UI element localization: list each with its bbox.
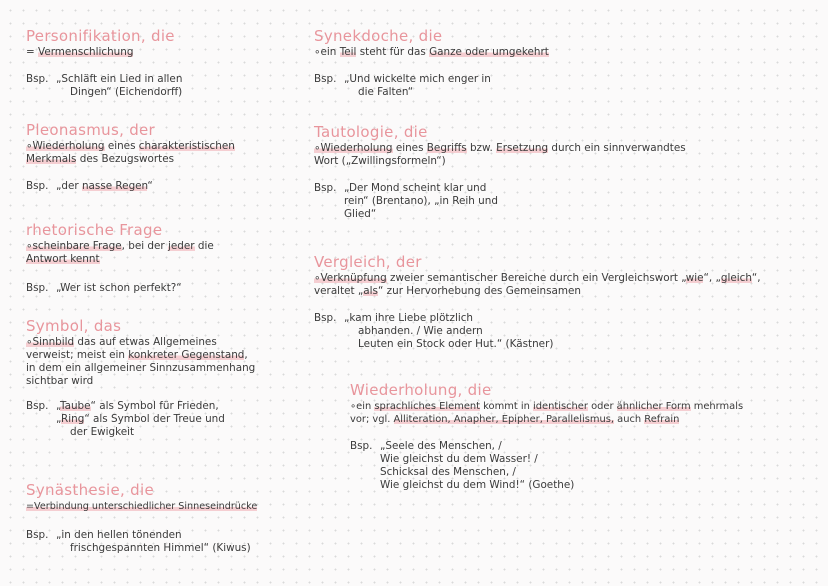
definition: ∘ein sprachliches Element kommt in identischer oder ähnlicher Form mehrmals vor; vgl. Alliteration, Anapher, Epipher, Parallelismus, auch Refrain bbox=[350, 401, 744, 425]
term-heading: Symbol, das bbox=[26, 317, 122, 335]
example: Bsp. „Taube“ als Symbol für Frieden, „Ring“ als Symbol der Treue und der Ewigkeit bbox=[26, 400, 225, 438]
definition: ∘ein Teil steht für das Ganze oder umgekehrt bbox=[314, 46, 549, 58]
example: Bsp. „Schläft ein Lied in allen Dingen“ (Eichendorff) bbox=[26, 73, 183, 98]
definition: ∘Sinnbild das auf etwas Allgemeines verweist; meist ein konkreter Gegenstand, in dem ein allgemeiner Sinnzusammenhang sichtbar wird bbox=[26, 336, 256, 387]
entry-vergleich bbox=[314, 254, 819, 351]
term-heading: Pleonasmus, der bbox=[26, 121, 156, 139]
entry-symbol bbox=[26, 318, 294, 439]
term-heading: Synekdoche, die bbox=[314, 27, 443, 45]
entry-personifikation bbox=[26, 28, 294, 99]
example: Bsp. „Seele des Menschen, / Wie gleichst du dem Wasser! / Schicksal des Menschen, / Wie gleichst du dem Wind!“ (Goethe) bbox=[350, 440, 575, 491]
entry-wiederholung bbox=[350, 382, 819, 492]
definition: ∘Wiederholung eines charakteristischen Merkmals des Bezugswortes bbox=[26, 140, 235, 165]
term-heading: Wiederholung, die bbox=[350, 381, 492, 399]
term-heading: rhetorische Frage bbox=[26, 221, 163, 239]
definition: =Verbindung unterschiedlicher Sinneseindrücke bbox=[26, 501, 258, 512]
term-heading: Vergleich, der bbox=[314, 253, 422, 271]
example: Bsp. „kam ihre Liebe plötzlich abhanden. / Wie andern Leuten ein Stock oder Hut.“ (Kästner) bbox=[314, 312, 554, 350]
example: Bsp. „der nasse Regen“ bbox=[26, 180, 153, 192]
definition: ∘Wiederholung eines Begriffs bzw. Ersetzung durch ein sinnverwandtes Wort („Zwillingsformeln“) bbox=[314, 142, 686, 167]
definition: ∘Verknüpfung zweier semantischer Bereiche durch ein Vergleichswort „wie“, „gleich“, veraltet „als“ zur Hervorhebung des Gemeinsamen bbox=[314, 272, 761, 297]
term-heading: Synästhesie, die bbox=[26, 481, 154, 499]
definition: = Vermenschlichung bbox=[26, 46, 134, 58]
term-heading: Tautologie, die bbox=[314, 123, 428, 141]
entry-synekdoche bbox=[314, 28, 819, 99]
example: Bsp. „Der Mond scheint klar und rein“ (Brentano), „in Reih und Glied“ bbox=[314, 182, 498, 220]
entry-pleonasmus bbox=[26, 122, 294, 193]
entry-tautologie bbox=[314, 124, 819, 221]
definition: ∘scheinbare Frage, bei der jeder die Antwort kennt bbox=[26, 240, 214, 265]
example: Bsp. „Und wickelte mich enger in die Falten“ bbox=[314, 73, 491, 98]
entry-synaesthesie bbox=[26, 482, 294, 555]
example: Bsp. „Wer ist schon perfekt?“ bbox=[26, 282, 182, 294]
entry-rhetorische-frage bbox=[26, 222, 294, 295]
example: Bsp. „in den hellen tönenden frischgespannten Himmel“ (Kiwus) bbox=[26, 529, 251, 554]
term-heading: Personifikation, die bbox=[26, 27, 175, 45]
